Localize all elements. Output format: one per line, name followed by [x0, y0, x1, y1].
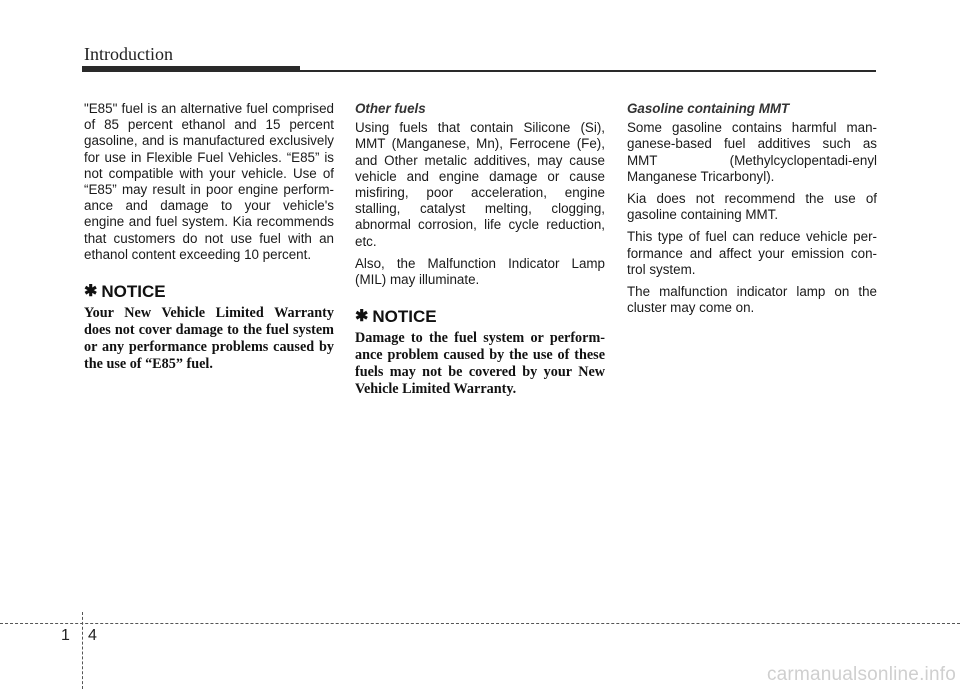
column-2 [355, 101, 605, 404]
notice-heading [355, 309, 605, 325]
header-rule-thin [300, 70, 876, 72]
mil-paragraph: Also, the Malfunction Indicator Lamp (MIL) may illuminate. [355, 255, 605, 288]
star-icon: ✱ [84, 283, 98, 301]
notice-heading-label: NOTICE [101, 282, 166, 302]
page-number: 4 [88, 627, 97, 644]
other-fuels-paragraph: Using fuels that contain Silicone (Si), MMT (Manganese, Mn), Ferrocene (Fe), and Other metalic additives, may cause vehicle and engine damage or cause misfiring, poor acceleration, engine stalling, catalyst melting, clogging, abnormal corrosion, life cycle reduction, etc. [355, 120, 605, 249]
footer-rule-vertical [82, 612, 83, 689]
section-heading-other-fuels: Other fuels [355, 101, 426, 116]
section-heading-mmt: Gasoline containing MMT [627, 101, 790, 116]
header-rule-thick [82, 66, 300, 72]
mmt-paragraph-4: The malfunction indicator lamp on the cluster may come on. [627, 284, 877, 316]
mmt-paragraph-1: Some gasoline contains harmful man- ganese-based fuel additives such as MMT (Methylcyclopentadi-enyl Manganese Tricarbonyl). [627, 120, 877, 184]
watermark-text: carmanualsonline.info [766, 664, 956, 685]
footer-rule-horizontal [0, 623, 960, 624]
notice-text: Your New Vehicle Limited Warranty does not cover damage to the fuel system or any performance problems caused by the use of “E85” fuel. [84, 305, 334, 373]
mmt-paragraph-3: This type of fuel can reduce vehicle per- formance and affect your emission con- trol system. [627, 229, 877, 277]
chapter-number: 1 [61, 627, 70, 644]
mmt-paragraph-2: Kia does not recommend the use of gasoline containing MMT. [627, 191, 877, 223]
notice-heading [84, 284, 334, 300]
notice-heading-label: NOTICE [372, 307, 437, 327]
column-1 [84, 101, 334, 379]
page-header-title: Introduction [84, 44, 173, 64]
column-3 [627, 101, 877, 322]
star-icon: ✱ [355, 308, 369, 326]
e85-paragraph: "E85" fuel is an alternative fuel comprised of 85 percent ethanol and 15 percent gasoline, and is manufactured exclusively for use in Flexible Fuel Vehicles. “E85” is not compatible with your vehicle. Use of “E85” may result in poor engine perform- ance and damage to your vehicle's engine and fuel system. Kia recommends that customers do not use fuel with an ethanol content exceeding 10 percent. [84, 101, 334, 262]
notice-text: Damage to the fuel system or perform- ance problem caused by the use of these fuels may not be covered by your New Vehicle Limited Warranty. [355, 330, 605, 398]
